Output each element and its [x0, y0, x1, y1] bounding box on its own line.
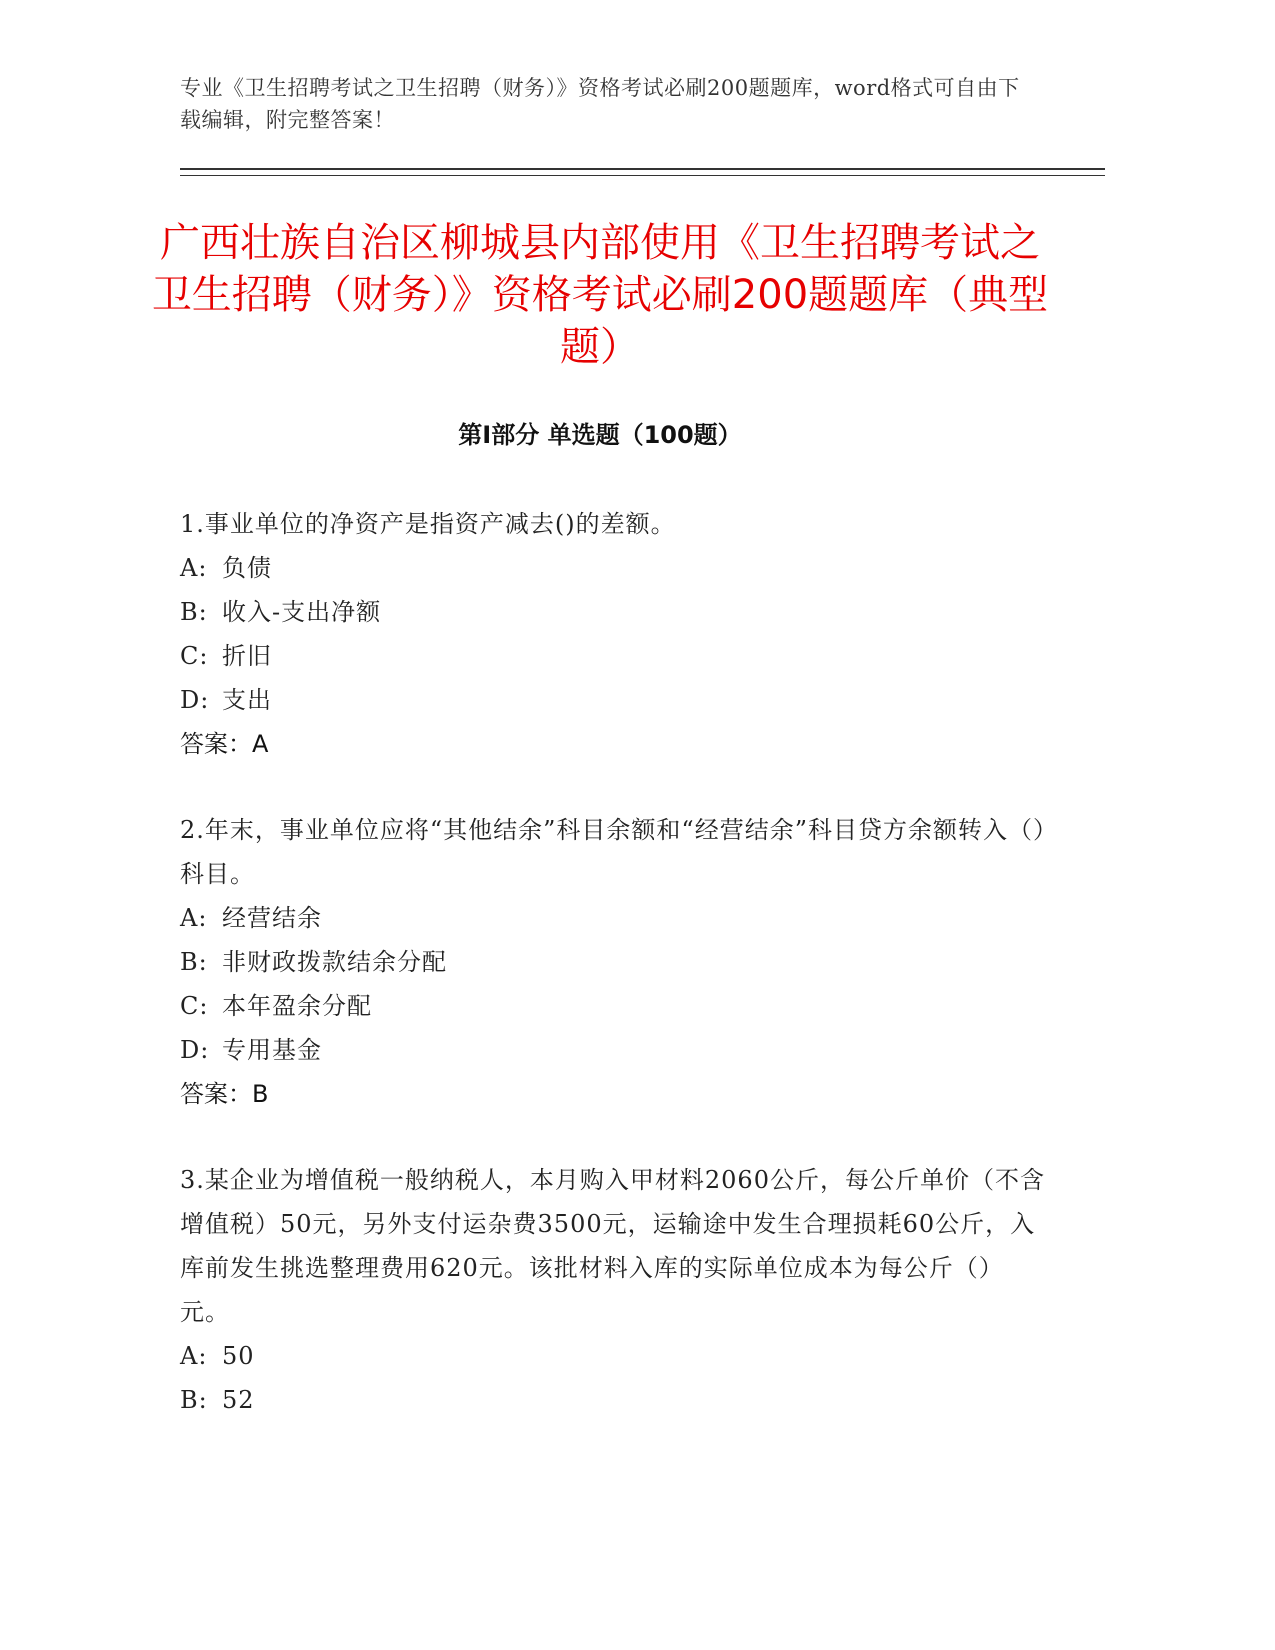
question-answer: 答案：B — [180, 1080, 269, 1108]
question-option — [180, 940, 1050, 984]
header-divider-thick — [180, 168, 1105, 170]
question-stem: 3.某企业为增值税一般纳税人，本月购入甲材料2060公斤，每公斤单价（不含增值税）50元，另外支付运杂费3500元，运输途中发生合理损耗60公斤，入库前发生挑选整理费用620元。该批材料入库的实际单位成本为每公斤（）元。 — [180, 1166, 1045, 1326]
option-text: 负债 — [222, 554, 272, 582]
question-option — [180, 1378, 1050, 1422]
header-note: 专业《卫生招聘考试之卫生招聘（财务）》资格考试必刷200题题库，word格式可自由下载编辑，附完整答案！ — [180, 76, 1020, 132]
question-list — [180, 502, 1050, 1464]
question-option — [180, 546, 1050, 590]
option-letter: B: — [180, 948, 208, 976]
header-divider-thin — [180, 175, 1105, 176]
option-letter: A: — [180, 554, 208, 582]
option-letter: A: — [180, 904, 208, 932]
option-text: 专用基金 — [222, 1036, 322, 1064]
option-text: 50 — [222, 1342, 255, 1370]
question-stem: 1.事业单位的净资产是指资产减去()的差额。 — [180, 510, 676, 538]
question-option — [180, 1028, 1050, 1072]
question-item — [180, 1158, 1050, 1422]
question-option — [180, 984, 1050, 1028]
option-letter: C: — [180, 992, 209, 1020]
question-answer: 答案：A — [180, 730, 269, 758]
document-title: 广西壮族自治区柳城县内部使用《卫生招聘考试之卫生招聘（财务）》资格考试必刷200题题库（典型题） — [151, 220, 1049, 370]
question-option — [180, 678, 1050, 722]
option-text: 支出 — [222, 686, 272, 714]
option-letter: D: — [180, 1036, 210, 1064]
option-letter: B: — [180, 598, 208, 626]
option-text: 非财政拨款结余分配 — [222, 948, 447, 976]
option-letter: B: — [180, 1386, 208, 1414]
option-text: 52 — [222, 1386, 255, 1414]
option-letter: A: — [180, 1342, 208, 1370]
option-letter: D: — [180, 686, 210, 714]
question-option — [180, 896, 1050, 940]
section-heading: 第Ⅰ部分 单选题（100题） — [458, 421, 742, 449]
option-text: 经营结余 — [222, 904, 322, 932]
question-option — [180, 634, 1050, 678]
question-option — [180, 590, 1050, 634]
option-text: 收入-支出净额 — [222, 598, 382, 626]
question-item — [180, 808, 1050, 1116]
question-item — [180, 502, 1050, 766]
option-letter: C: — [180, 642, 209, 670]
option-text: 折旧 — [222, 642, 272, 670]
question-option — [180, 1334, 1050, 1378]
question-stem: 2.年末，事业单位应将“其他结余”科目余额和“经营结余”科目贷方余额转入（）科目。 — [180, 816, 1046, 888]
option-text: 本年盈余分配 — [222, 992, 372, 1020]
